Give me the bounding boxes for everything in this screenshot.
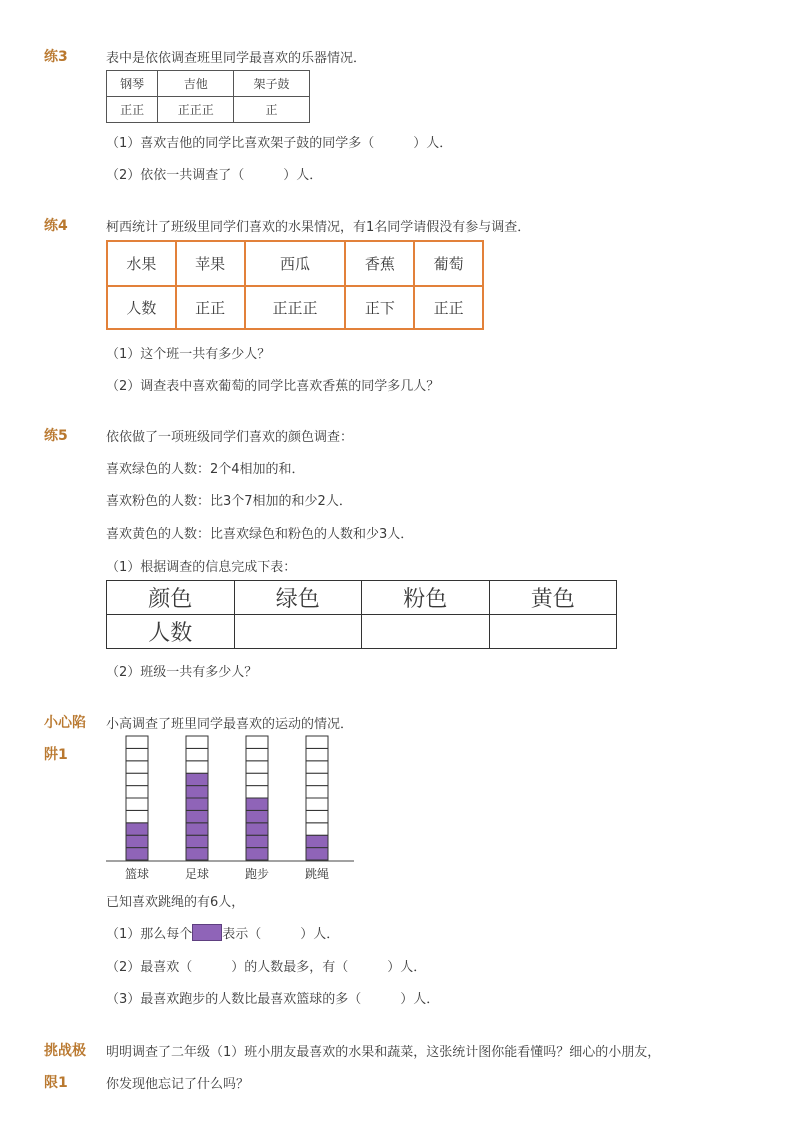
- fruit-table: [106, 240, 484, 330]
- bar-cell-empty: [126, 748, 148, 760]
- table-cell: 正正: [414, 286, 483, 329]
- exercise-3-question-1: （1）喜欢吉他的同学比喜欢架子鼓的同学多（ ）人．: [106, 136, 453, 151]
- bar-cell-empty: [306, 736, 328, 748]
- bar-cell-filled: [186, 798, 208, 810]
- exercise-5-intro: 依依做了一项班级同学们喜欢的颜色调查：: [106, 430, 354, 445]
- table-cell-blank: [362, 615, 490, 649]
- bar-cell-filled: [306, 848, 328, 860]
- bar-cell-empty: [186, 748, 208, 760]
- x-tick-label: 跑步: [244, 867, 269, 881]
- bar-cell-filled: [126, 835, 148, 847]
- exercise-4-question-1: （1）这个班一共有多少人？: [106, 347, 271, 362]
- table-header: 香蕉: [345, 241, 414, 286]
- bar-cell-empty: [186, 761, 208, 773]
- bar-cell-empty: [246, 748, 268, 760]
- color-table: [106, 580, 617, 649]
- table-cell: 正下: [345, 286, 414, 329]
- exercise-5-line-2: 喜欢粉色的人数：比3个7相加的和少2人．: [106, 494, 352, 509]
- bar-cell-filled: [246, 823, 268, 835]
- table-header: 钢琴: [107, 71, 158, 97]
- bar-cell-filled: [186, 786, 208, 798]
- x-tick-label: 篮球: [124, 867, 149, 881]
- trap-question-1: [106, 923, 339, 942]
- exercise-5-question-1: （1）根据调查的信息完成下表：: [106, 560, 297, 575]
- trap-question-1-prefix: （1）那么每个: [106, 927, 193, 942]
- table-cell-blank: [234, 615, 362, 649]
- table-header: 水果: [107, 241, 176, 286]
- exercise-5-question-2: （2）班级一共有多少人？: [106, 665, 258, 680]
- exercise-3-question-2: （2）依依一共调查了（ ）人．: [106, 168, 323, 183]
- table-header: 绿色: [234, 581, 362, 615]
- table-header: 架子鼓: [234, 71, 310, 97]
- bar-cell-filled: [246, 810, 268, 822]
- bar-cell-filled: [246, 848, 268, 860]
- trap-question-3: （3）最喜欢跑步的人数比最喜欢篮球的多（ ）人．: [106, 992, 440, 1007]
- bar-cell-empty: [126, 786, 148, 798]
- bar-cell-filled: [186, 773, 208, 785]
- table-cell: 正正: [107, 97, 158, 123]
- table-cell: 正: [234, 97, 310, 123]
- bar-cell-filled: [186, 848, 208, 860]
- bar-cell-empty: [306, 748, 328, 760]
- bar-cell-empty: [246, 761, 268, 773]
- exercise-5-line-3: 喜欢黄色的人数：比喜欢绿色和粉色的人数和少3人．: [106, 527, 414, 542]
- bar-cell-filled: [186, 810, 208, 822]
- x-tick-label: 足球: [184, 867, 209, 881]
- exercise-3-intro: 表中是依依调查班里同学最喜欢的乐器情况．: [106, 51, 367, 66]
- x-tick-label: 跳绳: [304, 867, 329, 881]
- bar-cell-empty: [126, 798, 148, 810]
- bar-cell-filled: [126, 848, 148, 860]
- bar-cell-empty: [186, 736, 208, 748]
- exercise-5-line-1: 喜欢绿色的人数：2个4相加的和．: [106, 462, 305, 477]
- bar-cell-empty: [246, 773, 268, 785]
- table-cell: 正正正: [245, 286, 346, 329]
- instrument-table: [106, 70, 310, 123]
- trap-tag-line-2: 阱1: [44, 747, 68, 763]
- bar-cell-filled: [186, 835, 208, 847]
- challenge-tag-line-2: 限1: [44, 1075, 68, 1091]
- table-cell: 人数: [107, 286, 176, 329]
- challenge-line-2: 你发现他忘记了什么吗？: [106, 1077, 250, 1092]
- bar-cell-empty: [246, 786, 268, 798]
- exercise-4-intro: 柯西统计了班级里同学们喜欢的水果情况，有1名同学请假没有参与调查．: [106, 220, 531, 235]
- table-header: 颜色: [107, 581, 235, 615]
- table-header: 黄色: [489, 581, 617, 615]
- bar-cell-empty: [306, 761, 328, 773]
- bar-cell-empty: [126, 773, 148, 785]
- bar-cell-empty: [306, 786, 328, 798]
- purple-cell-icon: [192, 924, 222, 941]
- bar-cell-filled: [126, 823, 148, 835]
- challenge-tag-line-1: 挑战极: [44, 1043, 86, 1059]
- bar-cell-filled: [246, 798, 268, 810]
- bar-cell-empty: [306, 823, 328, 835]
- bar-cell-empty: [246, 736, 268, 748]
- exercise-5-tag: 练5: [44, 428, 68, 444]
- bar-cell-empty: [306, 773, 328, 785]
- table-row-label: 人数: [107, 615, 235, 649]
- bar-cell-empty: [126, 736, 148, 748]
- table-cell-blank: [489, 615, 617, 649]
- table-header: 苹果: [176, 241, 245, 286]
- bar-cell-empty: [306, 810, 328, 822]
- table-header: 西瓜: [245, 241, 346, 286]
- table-cell: 正正正: [158, 97, 234, 123]
- bar-cell-filled: [246, 835, 268, 847]
- bar-cell-empty: [126, 761, 148, 773]
- trap-question-1-suffix: 表示（ ）人．: [222, 927, 340, 942]
- table-header: 葡萄: [414, 241, 483, 286]
- bar-cell-empty: [126, 810, 148, 822]
- trap-question-2: （2）最喜欢（ ）的人数最多，有（ ）人．: [106, 960, 427, 975]
- exercise-4-question-2: （2）调查表中喜欢葡萄的同学比喜欢香蕉的同学多几人？: [106, 379, 440, 394]
- bar-cell-filled: [186, 823, 208, 835]
- exercise-3-tag: 练3: [44, 49, 68, 65]
- trap-intro: 小高调查了班里同学最喜欢的运动的情况．: [106, 717, 354, 732]
- bar-cell-filled: [306, 835, 328, 847]
- table-header: 吉他: [158, 71, 234, 97]
- trap-tag-line-1: 小心陷: [44, 715, 86, 731]
- table-cell: 正正: [176, 286, 245, 329]
- bar-cell-empty: [306, 798, 328, 810]
- challenge-line-1: 明明调查了二年级（1）班小朋友最喜欢的水果和蔬菜，这张统计图你能看懂吗？细心的小朋友，: [106, 1045, 661, 1060]
- table-header: 粉色: [362, 581, 490, 615]
- trap-known-fact: 已知喜欢跳绳的有6人，: [106, 895, 245, 910]
- exercise-4-tag: 练4: [44, 218, 68, 234]
